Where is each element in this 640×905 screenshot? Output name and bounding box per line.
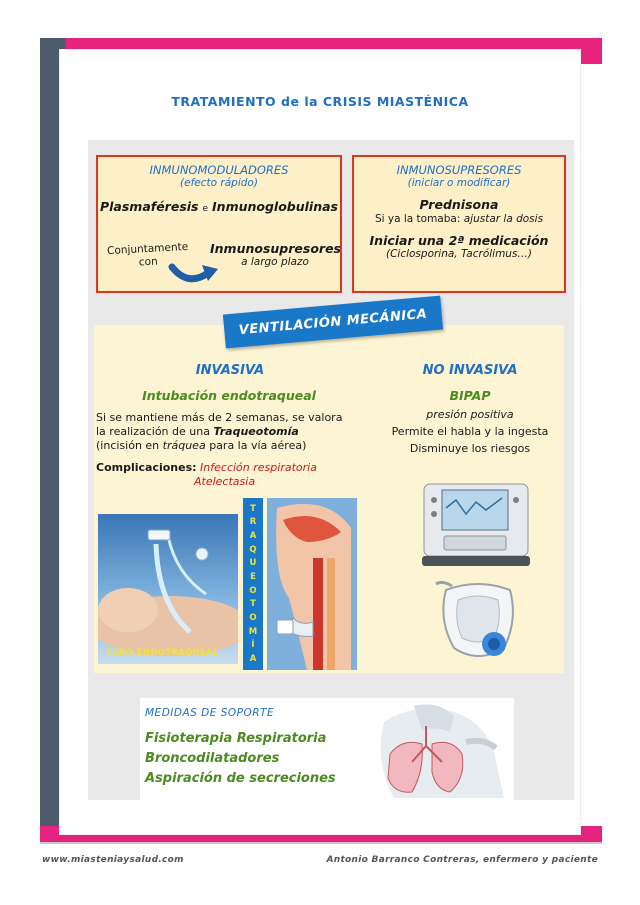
ventilator-machine-image: [418, 478, 534, 572]
endotracheal-illustration: [98, 514, 238, 664]
segunda-medicacion: Iniciar una 2ª medicación: [369, 233, 549, 248]
ajustar-dosis-ital: ajustar la dosis: [463, 213, 544, 225]
ajustar-dosis-plain: Si ya la tomaba:: [374, 213, 461, 225]
invasiva-line2-plain: la realización de una: [96, 425, 210, 438]
inmunosupresores-heading: INMUNOSUPRESORES: [396, 163, 522, 177]
invasiva-line3-b: para la vía aérea): [209, 439, 307, 452]
traq-letter: T: [250, 503, 256, 514]
conjuntamente-line2: con: [138, 255, 159, 269]
intubacion-subtitle: Intubación endotraqueal: [142, 388, 316, 403]
inmunomoduladores-main: [98, 199, 340, 214]
no-invasiva-title: NO INVASIVA: [422, 363, 518, 378]
inmunosupresores-subheading: (iniciar o modificar): [407, 177, 511, 189]
inmunosupresores-largo-plazo: [210, 241, 340, 268]
ajustar-dosis-line: [354, 213, 564, 225]
tubo-endotraqueal-label: TUBO ENDOTRAQUEAL: [106, 648, 219, 658]
endotracheal-tube-image: [98, 514, 238, 664]
inmunomoduladores-box: [96, 155, 342, 293]
invasiva-line2: [96, 425, 376, 439]
no-invasiva-description: [370, 408, 570, 456]
inmunosupresores-box: [352, 155, 566, 293]
bipap-mask-image: [432, 576, 524, 670]
soporte-item-broncodilatadores: Broncodilatadores: [145, 751, 280, 766]
soporte-item-aspiracion: Aspiración de secreciones: [145, 771, 336, 786]
presion-positiva: presión positiva: [426, 408, 514, 421]
invasiva-title: INVASIVA: [195, 363, 265, 378]
permite-habla: Permite el habla y la ingesta: [391, 425, 549, 438]
traq-letter: R: [249, 517, 257, 528]
lungs-illustration-image: [354, 702, 510, 798]
invasiva-line3: [96, 439, 376, 453]
largo-plazo-label: a largo plazo: [241, 256, 309, 268]
traq-letter: E: [250, 572, 256, 583]
plasmaferesis-text: Plasmaféresis: [99, 199, 199, 214]
disminuye-riesgos: Disminuye los riesgos: [409, 442, 531, 455]
traq-letter: Í: [251, 640, 255, 651]
traqueotomia-vertical-label: [243, 498, 263, 670]
traq-letter: Q: [249, 544, 257, 555]
traq-letter: O: [249, 613, 257, 624]
traq-letter: A: [249, 654, 257, 665]
invasiva-description: [96, 411, 376, 453]
traqueotomia-text: Traqueotomía: [213, 425, 299, 438]
footer-website: www.miasteniaysalud.com: [42, 855, 184, 865]
complicacion-infeccion: Infección respiratoria: [200, 461, 317, 474]
traq-letter: O: [249, 585, 257, 596]
bipap-subtitle: BIPAP: [449, 388, 491, 403]
invasiva-line1: Si se mantiene más de 2 semanas, se valora: [96, 411, 343, 424]
complicacion-atelectasia: Atelectasia: [194, 475, 256, 488]
traq-letter: T: [250, 599, 256, 610]
footer-author: Antonio Barranco Contreras, enfermero y paciente: [326, 855, 598, 865]
conjuntamente-line1: Conjuntamente: [106, 240, 189, 258]
medidas-soporte-box: [140, 698, 514, 802]
invasiva-line3-a: (incisión en: [96, 439, 160, 452]
traq-letter: M: [248, 626, 258, 637]
page-title: TRATAMIENTO de la CRISIS MIASTÉNICA: [171, 94, 469, 109]
tracheotomy-anatomy-image: [267, 498, 357, 670]
ventilacion-banner: VENTILACIÓN MECÁNICA: [223, 296, 443, 349]
segunda-medicacion-sub: (Ciclosporina, Tacrólimus…): [385, 248, 533, 260]
soporte-item-fisioterapia: Fisioterapia Respiratoria: [145, 731, 327, 746]
conjunction-e: e: [202, 204, 209, 214]
prednisona-text: Prednisona: [419, 197, 499, 212]
inmunomoduladores-heading: INMUNOMODULADORES: [149, 163, 289, 177]
complicaciones-label: Complicaciones:: [96, 461, 197, 474]
inmunomoduladores-subheading: (efecto rápido): [180, 177, 258, 189]
inmunoglobulinas-text: Inmunoglobulinas: [212, 199, 338, 214]
complicaciones-block: [96, 461, 376, 489]
traq-letter: A: [249, 531, 257, 542]
traquea-text: tráquea: [162, 439, 206, 452]
throat-section-illustration: [267, 498, 357, 670]
traq-letter: U: [249, 558, 257, 569]
medidas-soporte-heading: MEDIDAS DE SOPORTE: [145, 707, 275, 719]
inmunosupresores-label: Inmunosupresores: [210, 241, 341, 256]
